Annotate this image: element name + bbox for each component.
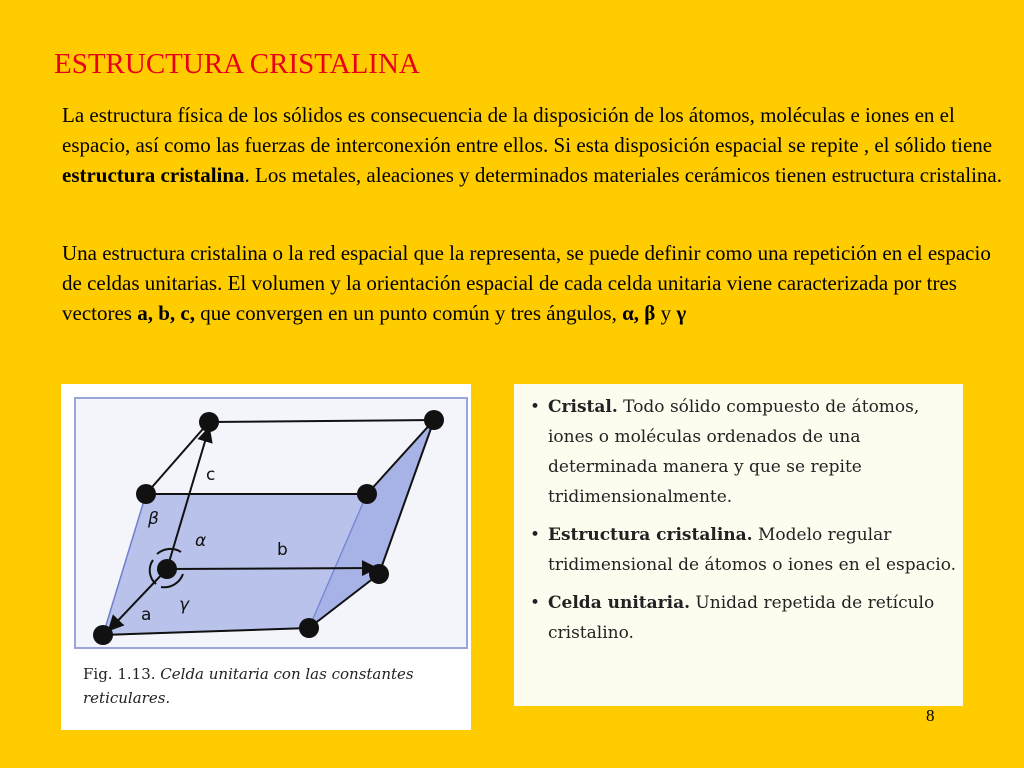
definition-item (528, 392, 958, 512)
intro-bold-term: estructura cristalina (62, 163, 245, 187)
definition-item (528, 520, 958, 580)
definitions-list (528, 392, 958, 656)
definition-text: Unidad repetida de retículo cristalino. (548, 593, 935, 643)
bullet-icon: • (530, 593, 541, 613)
atom (369, 564, 389, 584)
label-b: b (277, 540, 288, 560)
atom (299, 618, 319, 638)
caption-text: Celda unitaria con las constantes reticulares. (83, 665, 414, 707)
figure-caption (83, 662, 463, 710)
angles-term: α, β (622, 301, 656, 325)
intro-paragraph (62, 100, 1012, 190)
definition-text: Modelo regular tridimensional de átomos o iones en el espacio. (548, 525, 957, 575)
gamma-term: γ (676, 301, 687, 325)
caption-number: Fig. 1.13. (83, 665, 156, 683)
bullet-icon: • (530, 525, 541, 545)
bullet-icon: • (530, 397, 541, 417)
atom (199, 412, 219, 432)
definition-text: Todo sólido compuesto de átomos, iones o moléculas ordenados de una determinada manera y que se repite tridimensionalmente. (548, 397, 920, 507)
label-alpha: α (195, 531, 207, 551)
definitions-box (514, 384, 963, 706)
vector-b-arrow (167, 568, 376, 569)
definition-text-middle: que convergen en un punto común y tres ángulos, (194, 301, 623, 325)
label-beta: β (148, 509, 159, 529)
definition-item (528, 588, 958, 648)
page-number: 8 (926, 706, 935, 725)
definition-term: Cristal. (548, 397, 618, 417)
definition-text: Una estructura cristalina o la red espacial que la representa, se puede definir como una repetición en el espacio de celdas unitarias. El volumen y la orientación espacial de cada celda unitaria viene caracterizada por tres vectores (62, 241, 991, 325)
definition-term: Estructura cristalina. (548, 525, 753, 545)
vectors-term: a, b, c, (137, 301, 195, 325)
intro-text: La estructura física de los sólidos es consecuencia de la disposición de los átomos, moléculas e iones en el espacio, así como las fuerzas de interconexión entre ellos. Si esta disposición espacial se repite , el sólido tiene (62, 103, 993, 157)
atom (357, 484, 377, 504)
atom (157, 559, 177, 579)
atom (93, 625, 113, 645)
label-gamma: γ (179, 595, 190, 615)
label-c: c (206, 465, 216, 485)
slide-title: ESTRUCTURA CRISTALINA (54, 48, 420, 80)
label-a: a (141, 605, 152, 625)
definition-connector: y (655, 301, 677, 325)
intro-text-end: . Los metales, aleaciones y determinados materiales cerámicos tienen estructura cristalina. (244, 163, 1002, 187)
atom (136, 484, 156, 504)
atom (424, 410, 444, 430)
definition-paragraph (62, 238, 1012, 328)
unit-cell-figure (61, 384, 471, 730)
definition-term: Celda unitaria. (548, 593, 691, 613)
